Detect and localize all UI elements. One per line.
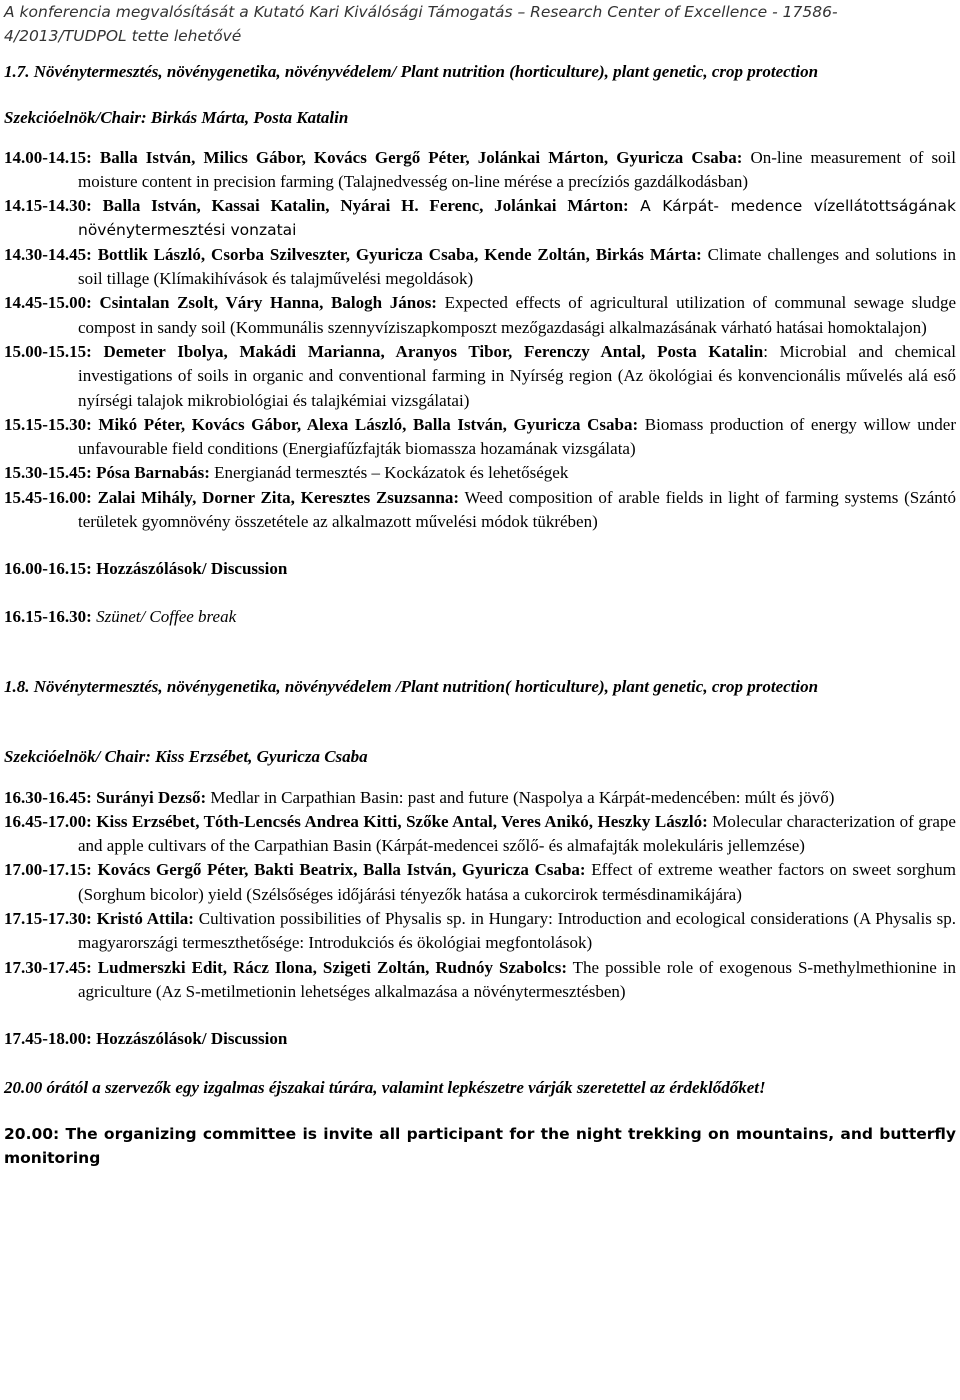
section-title-1-8: 1.8. Növénytermesztés, növénygenetika, növényvédelem /Plant nutrition( horticulture), plant genetic, crop protection <box>4 676 819 696</box>
entry-title: Climate challenges and solutions in soil tillage (Klímakihívások és talajművelési megoldások) <box>78 244 956 289</box>
evening-note-time: 20.00: <box>4 1124 60 1143</box>
entry-time-authors: 16.30-16.45: Surányi Dezső: <box>4 787 207 807</box>
discussion-1-7: 16.00-16.15: Hozzászólások/ Discussion <box>4 559 288 579</box>
entry-title: Molecular characterization of grape and apple cultivars of the Carpathian Basin (Kárpát-medencei szőlő- és almafajták molekuláris jellemzése) <box>78 811 956 856</box>
session-entry <box>4 858 956 907</box>
entry-time-authors: 14.30-14.45: Bottlik László, Csorba Szilveszter, Gyuricza Csaba, Kende Zoltán, Birkás Márta: <box>4 244 702 264</box>
entry-title: Expected effects of agricultural utilization of communal sewage sludge compost in sandy soil (Kommunális szennyvíziszapkomposzt mezőgazdasági alkalmazásának várható hatásai homoktalajon) <box>78 293 957 337</box>
entry-title: Energianád termesztés – Kockázatok és lehetőségek <box>209 463 569 483</box>
entry-time-authors: 14.15-14.30: Balla István, Kassai Katalin, Nyárai H. Ferenc, Jolánkai Márton: <box>4 196 629 216</box>
evening-note-english <box>4 1122 956 1171</box>
session-entry <box>4 340 956 413</box>
session-entry <box>4 146 956 195</box>
coffee-break <box>4 605 956 629</box>
session-entry <box>4 810 956 859</box>
section-chair-1-7: Szekcióelnök/Chair: Birkás Márta, Posta Katalin <box>4 108 349 128</box>
entry-time-authors: 17.00-17.15: Kovács Gergő Péter, Bakti Beatrix, Balla István, Gyuricza Csaba: <box>4 860 586 880</box>
session-list-1-7 <box>4 146 956 535</box>
session-entry <box>4 243 956 292</box>
funding-header: A konferencia megvalósítását a Kutató Kari Kiválósági Támogatás – Research Center of Excellence - 17586-4/2013/TUDPOL tette lehetővé <box>4 3 838 45</box>
entry-title: The possible role of exogenous S-methylmethionine in agriculture (Az S-metilmetionin lehetséges alkalmazása a növénytermesztésben) <box>78 957 956 1001</box>
session-entry <box>4 486 956 535</box>
section-chair-1-8: Szekcióelnök/ Chair: Kiss Erzsébet, Gyuricza Csaba <box>4 747 368 767</box>
evening-note-hungarian: 20.00 órától a szervezők egy izgalmas éjszakai túrára, valamint lepkészetre várják szeretettel az érdeklődőket! <box>4 1077 766 1097</box>
entry-time-authors: 15.30-15.45: Pósa Barnabás: <box>4 463 210 483</box>
session-entry <box>4 194 956 243</box>
entry-title: On-line measurement of soil moisture content in precision farming (Talajnedvesség on-line mérése a precíziós gazdálkodásban) <box>78 147 957 191</box>
entry-title: Weed composition of arable fields in light of farming systems (Szántó területek gyomnövény összetétele az alkalmazott művelési módok tükrében) <box>78 487 957 532</box>
entry-title: A Kárpát- medence vízellátottságának növénytermesztési vonzatai <box>78 197 956 240</box>
document-page <box>4 0 956 1170</box>
entry-time-authors: 14.00-14.15: Balla István, Milics Gábor, Kovács Gergő Péter, Jolánkai Márton, Gyuricza Csaba: <box>4 147 743 167</box>
session-entry <box>4 907 956 956</box>
session-entry <box>4 956 956 1005</box>
session-list-1-8 <box>4 786 956 1005</box>
entry-time-authors: 17.15-17.30: Kristó Attila: <box>4 909 194 929</box>
entry-time-authors: 16.45-17.00: Kiss Erzsébet, Tóth-Lencsés Andrea Kitti, Szőke Antal, Veres Anikó, Heszky László: <box>4 811 708 831</box>
entry-title: Cultivation possibilities of Physalis sp. in Hungary: Introduction and ecological considerations (A Physalis sp. magyarországi termeszthetősége: Introdukciós és ökológiai megfontolások) <box>78 909 956 953</box>
entry-title: : Microbial and chemical investigations of soils in organic and conventional farming in Nyírség region (Az ökológiai és konvencionális művelés alá eső nyírségi talajok mikrobiológiai és talajkémiai vizsgálatai) <box>78 341 956 410</box>
break-time: 16.15-16.30: <box>4 606 92 626</box>
entry-time-authors: 15.15-15.30: Mikó Péter, Kovács Gábor, Alexa László, Balla István, Gyuricza Csaba: <box>4 414 639 434</box>
session-entry <box>4 786 956 810</box>
session-entry <box>4 291 956 340</box>
session-entry <box>4 461 956 485</box>
entry-time-authors: 17.30-17.45: Ludmerszki Edit, Rácz Ilona, Szigeti Zoltán, Rudnóy Szabolcs: <box>4 957 567 977</box>
entry-time-authors: 15.45-16.00: Zalai Mihály, Dorner Zita, Keresztes Zsuzsanna: <box>4 487 460 507</box>
entry-time-authors: 15.00-15.15: Demeter Ibolya, Makádi Marianna, Aranyos Tibor, Ferenczy Antal, Posta Katalin <box>4 341 764 361</box>
entry-title: Medlar in Carpathian Basin: past and future (Naspolya a Kárpát-medencében: múlt és jövő) <box>206 787 835 807</box>
discussion-1-8: 17.45-18.00: Hozzászólások/ Discussion <box>4 1029 288 1049</box>
entry-title: Biomass production of energy willow under unfavourable field conditions (Energiafűzfajták biomassza hozamának vizsgálata) <box>78 414 956 459</box>
section-title-1-7: 1.7. Növénytermesztés, növénygenetika, növényvédelem/ Plant nutrition (horticulture), plant genetic, crop protection <box>4 62 819 81</box>
session-entry <box>4 413 956 462</box>
break-label: Szünet/ Coffee break <box>91 606 237 626</box>
entry-title: Effect of extreme weather factors on sweet sorghum (Sorghum bicolor) yield (Szélsőséges időjárási tényezők hatása a cukorcirok termésdinamikájára) <box>78 860 956 904</box>
entry-time-authors: 14.45-15.00: Csintalan Zsolt, Váry Hanna, Balogh János: <box>4 293 437 313</box>
evening-note-text: The organizing committee is invite all participant for the night trekking on mountains, and butterfly monitoring <box>4 1124 956 1168</box>
